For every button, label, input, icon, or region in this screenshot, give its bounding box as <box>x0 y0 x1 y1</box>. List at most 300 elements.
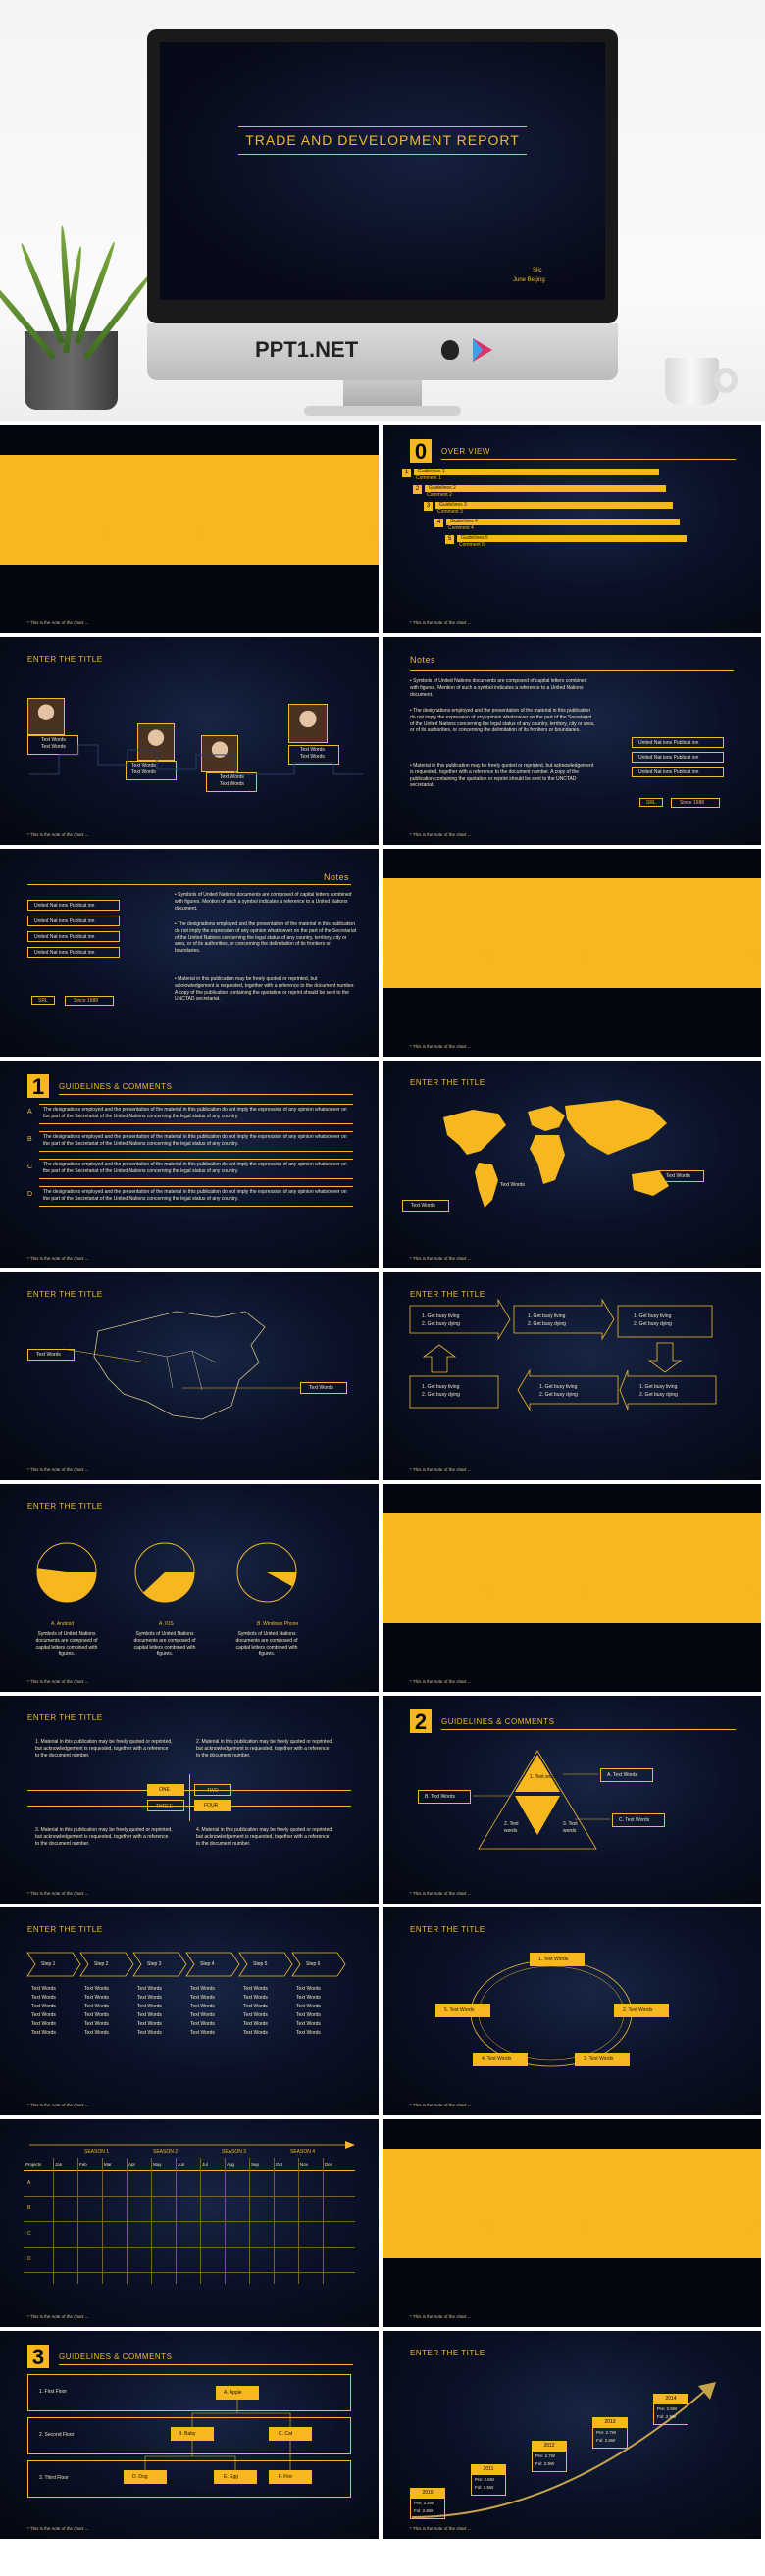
caption-text: Text Words <box>300 747 325 753</box>
tree-node <box>124 2470 167 2484</box>
year-label: 2014 <box>653 2394 688 2403</box>
slide-title: ENTER THE TITLE <box>27 1713 103 1722</box>
tri-text: 3. Text words <box>563 1821 578 1834</box>
row-label: D <box>27 2256 31 2262</box>
publication-box <box>27 900 120 911</box>
step-text: Text Words <box>84 1986 109 1992</box>
tag-text: THREE <box>156 1804 173 1809</box>
row-rule <box>39 1131 353 1132</box>
year-fol: Fol: 2.5W <box>536 2461 555 2466</box>
flow-step: 1. Get busy living <box>634 1313 672 1319</box>
callout-text: Text Words <box>411 1203 435 1209</box>
publication-text: United Nat ions Publicat ion <box>638 740 699 746</box>
cycle-text: 2. Text Words <box>623 2007 653 2013</box>
tree-node <box>216 2386 259 2400</box>
map-callout <box>402 1200 449 1212</box>
side-box <box>600 1768 653 1782</box>
material-text: 4. Material in this publication may be freely quoted or reprinted, but acknowledgement is requested, together with a reference to the document number. <box>196 1827 333 1847</box>
section-number: 2 <box>410 1709 432 1733</box>
overview-guide: Guidelines 5 <box>461 535 488 541</box>
step-text: Text Words <box>243 1995 268 2001</box>
mug-handle <box>714 368 738 393</box>
step-text: Text Words <box>31 2030 56 2036</box>
slide-note: * This is the note of the chart ... <box>410 2526 472 2531</box>
part-letter: A <box>483 1586 491 1600</box>
year-pre: Pre: 2.7W <box>536 2453 556 2458</box>
caption-text: Text Words <box>131 763 156 768</box>
table-col <box>176 2158 177 2284</box>
row-label: B <box>27 2205 31 2211</box>
hero-mockup <box>0 0 765 421</box>
plant-leaf <box>83 271 154 359</box>
part-letter: R <box>577 951 586 965</box>
section-title: GUIDELINES & COMMENTS <box>441 1717 555 1726</box>
step-text: Text Words <box>296 1986 321 1992</box>
ribbon <box>639 798 663 807</box>
cycle-text: 4. Text Words <box>482 2056 512 2062</box>
step-text: Text Words <box>137 2012 162 2018</box>
cover-slide[interactable] <box>160 42 605 300</box>
apple-icon <box>441 340 459 360</box>
part-letter: A <box>483 951 491 965</box>
cycle-node <box>530 1953 585 1966</box>
step-text: Text Words <box>137 2030 162 2036</box>
row-rule <box>39 1151 353 1152</box>
slide-chinamap[interactable] <box>0 1272 379 1480</box>
row-rule <box>39 1123 353 1124</box>
cycle-node <box>575 2053 630 2066</box>
slide-material[interactable] <box>0 1696 379 1904</box>
row-text: The designations employed and the presentation of the material in this publication do not imply the expression of any opinion whatsoever on the part of the Secretariat of the United Nations concerning the legal status of any country. <box>43 1107 347 1119</box>
overview-guide: Guidelines 3 <box>439 502 467 508</box>
season-head: SEASON 1 <box>84 2149 110 2155</box>
step-text: Text Words <box>296 2004 321 2009</box>
pie-charts <box>0 1484 379 1692</box>
table-col <box>225 2158 226 2284</box>
slide-note: * This is the note of the chart ... <box>410 832 472 837</box>
tag-four <box>194 1800 231 1811</box>
slide-note: * This is the note of the chart ... <box>27 1256 89 1261</box>
step-text: Text Words <box>31 2012 56 2018</box>
slide-worldmap[interactable] <box>382 1061 761 1268</box>
monitor-foot <box>304 406 461 416</box>
month-label: Nov <box>300 2162 309 2167</box>
slide-title: ENTER THE TITLE <box>27 655 103 664</box>
step-text: Text Words <box>137 1995 162 2001</box>
row-text: The designations employed and the presentation of the material in this publication do not imply the expression of any opinion whatsoever on the part of the Secretariat of the United Nations concerning the legal status of any country. <box>43 1134 347 1147</box>
slide-note: * This is the note of the chart ... <box>410 1256 472 1261</box>
overview-comment: Comment 1 <box>416 475 441 481</box>
part-letter: R <box>577 1586 586 1600</box>
pie-label: B. Windows Phone <box>257 1621 299 1627</box>
section-number: 1 <box>27 1074 49 1098</box>
table-col <box>274 2158 275 2284</box>
side-text: B. Text Words <box>425 1794 455 1800</box>
node-text: C. Cat <box>279 2431 293 2437</box>
tag-text: TWO <box>207 1788 219 1794</box>
step-label: Step 2 <box>94 1961 109 1967</box>
slide-guidelines1[interactable] <box>0 1061 379 1268</box>
overview-comment: Comment 5 <box>459 542 484 548</box>
step-text: Text Words <box>243 2004 268 2009</box>
overview-comment: Comment 2 <box>427 492 452 498</box>
step-text: Text Words <box>84 1995 109 2001</box>
part-letter: P <box>6 527 15 541</box>
slide-note: * This is the note of the chart ... <box>27 1891 89 1896</box>
slide-part2[interactable] <box>382 1484 761 1692</box>
overview-guide: Guidelines 4 <box>450 519 478 524</box>
part-number: 1 <box>751 951 758 965</box>
year-label: 2013 <box>592 2417 628 2427</box>
year-fol: Fol: 2.6W <box>414 2508 434 2513</box>
table-col <box>200 2158 201 2284</box>
season-arrow <box>0 2133 379 2156</box>
step-label: Step 4 <box>200 1961 215 1967</box>
overview-comment: Comment 4 <box>448 525 474 531</box>
callout-text: Text Words <box>666 1173 690 1179</box>
slide-cycle[interactable] <box>382 1907 761 2115</box>
step-text: Text Words <box>137 2021 162 2027</box>
publication-box <box>27 947 120 958</box>
step-text: Text Words <box>84 2030 109 2036</box>
step-text: Text Words <box>31 1995 56 2001</box>
part-letter: P <box>388 951 397 965</box>
title-rule <box>27 884 351 885</box>
notes-title: Notes <box>324 872 350 882</box>
part-bar <box>382 2149 761 2258</box>
slide-note: * This is the note of the chart ... <box>27 1467 89 1472</box>
part-letter: A <box>483 2221 491 2235</box>
flow-step: 1. Get busy living <box>639 1384 678 1390</box>
slide-seasons[interactable] <box>0 2119 379 2327</box>
slide-overview[interactable] <box>382 425 761 633</box>
overview-number: 2 <box>413 485 422 494</box>
table-rule <box>24 2247 355 2248</box>
step-text: Text Words <box>296 2030 321 2036</box>
slide-title: ENTER THE TITLE <box>27 1502 103 1511</box>
section-number: 3 <box>27 2345 49 2368</box>
flow-step: 2. Get busy dying <box>422 1321 460 1327</box>
ribbon <box>31 996 55 1005</box>
side-box <box>612 1813 665 1827</box>
slide-note: * This is the note of the chart ... <box>27 2103 89 2107</box>
table-col <box>102 2158 103 2284</box>
month-label: Apr <box>128 2162 136 2167</box>
pie-text: Symbols of United Nations documents are composed of capital letters combined with figures. <box>235 1631 298 1658</box>
cover-rule-bottom <box>238 154 527 155</box>
node-text: B. Baby <box>178 2431 196 2437</box>
flow-step: 2. Get busy dying <box>528 1321 566 1327</box>
overview-comment: Comment 3 <box>437 509 463 515</box>
notes-p1: • Symbols of United Nations documents are composed of capital letters combined with figures. Mention of such a symbol indicates a reference to a United Nations document. <box>410 678 587 698</box>
table-rule <box>24 2196 355 2197</box>
slide-title: ENTER THE TITLE <box>410 1290 485 1299</box>
slide-note: * This is the note of the chart ... <box>410 1044 472 1049</box>
part-number: 0 <box>369 527 376 541</box>
slide-notes-right[interactable] <box>0 849 379 1057</box>
part-letter: R <box>577 2221 586 2235</box>
cover-title: TRADE AND DEVELOPMENT REPORT <box>245 132 520 148</box>
step-text: Text Words <box>31 2021 56 2027</box>
caption-text: Text Words <box>131 769 156 775</box>
table-col <box>323 2158 324 2284</box>
monitor <box>147 29 618 363</box>
tri-text: 1. Text words <box>530 1774 559 1780</box>
year-pre: Pre: 2.4W <box>414 2501 434 2505</box>
table-col <box>127 2158 128 2284</box>
month-label: Jan <box>55 2162 63 2167</box>
cycle-node <box>435 2004 490 2017</box>
flow-step: 1. Get busy living <box>422 1384 460 1390</box>
publication-box <box>632 767 724 777</box>
year-label: 2010 <box>410 2488 445 2498</box>
tag-two <box>194 1784 231 1796</box>
axis-line <box>189 1774 190 1821</box>
slide-note: * This is the note of the chart ... <box>410 1891 472 1896</box>
publication-text: United Nat ions Publicat ion <box>638 755 699 761</box>
step-text: Text Words <box>296 1995 321 2001</box>
row-letter: B <box>27 1136 32 1143</box>
node-text: A. Apple <box>224 2390 242 2396</box>
slide-title: ENTER THE TITLE <box>410 1078 485 1087</box>
tag-three <box>147 1800 184 1811</box>
slide-years[interactable] <box>382 2331 761 2539</box>
flow-step: 2. Get busy dying <box>539 1392 578 1398</box>
step-label: Step 3 <box>147 1961 162 1967</box>
overview-bar <box>414 469 659 475</box>
table-rule <box>24 2170 355 2171</box>
month-label: Sep <box>251 2162 260 2167</box>
title-rule <box>441 459 736 460</box>
caption-text: Text Words <box>220 774 244 780</box>
part-letter: T <box>671 1586 679 1600</box>
row-letter: A <box>27 1109 32 1115</box>
cycle-text: 1. Text Words <box>538 1957 569 1962</box>
floor-label: 2. Second Floor <box>39 2432 75 2438</box>
table-col <box>77 2158 78 2284</box>
cover-rule-top <box>238 126 527 127</box>
part-letter: T <box>288 527 296 541</box>
side-text: C. Text Words <box>619 1817 650 1823</box>
cycle-text: 5. Text Words <box>444 2007 475 2013</box>
side-text: A. Text Words <box>607 1772 638 1778</box>
cycle-node <box>473 2053 528 2066</box>
slide-title: ENTER THE TITLE <box>410 2349 485 2357</box>
notes-p3: • Material in this publication may be freely quoted or reprinted, but acknowledgement is requested, together with a reference to the document number. A copy of the publication containing the quotation or reprint should be sent to the UNCTAD secretariat. <box>410 763 594 789</box>
step-text: Text Words <box>243 2030 268 2036</box>
part-letter: P <box>388 2221 397 2235</box>
table-rule <box>24 2221 355 2222</box>
ribbon-text: SRL <box>38 998 48 1004</box>
mug <box>665 358 719 405</box>
cycle-text: 3. Text Words <box>584 2056 614 2062</box>
callout-text: Text Words <box>36 1352 61 1358</box>
cycle-node <box>614 2004 669 2017</box>
step-text: Text Words <box>190 1995 215 2001</box>
overview-bar <box>446 519 680 525</box>
notes-title: Notes <box>410 655 436 665</box>
pie-slice <box>37 1568 96 1602</box>
slide-title: ENTER THE TITLE <box>27 1925 103 1934</box>
step-text: Text Words <box>137 2004 162 2009</box>
china-map-outline <box>0 1272 379 1480</box>
tree-node <box>214 2470 257 2484</box>
material-text: 2. Material in this publication may be freely quoted or reprinted, but acknowledgement is requested, together with a reference to the document number. <box>196 1739 333 1759</box>
month-label: Projects <box>26 2162 42 2167</box>
flow-step: 2. Get busy dying <box>639 1392 678 1398</box>
step-text: Text Words <box>243 2021 268 2027</box>
pie-slice <box>143 1572 194 1602</box>
since-box <box>65 996 114 1006</box>
row-letter: C <box>27 1164 33 1170</box>
part-bar <box>382 1513 761 1623</box>
part-bar <box>0 455 379 565</box>
notes-p1: • Symbols of United Nations documents are composed of capital letters combined with figures. Mention of such a symbol indicates a reference to a United Nations document. <box>175 892 352 912</box>
step-text: Text Words <box>296 2012 321 2018</box>
slide-note: * This is the note of the chart ... <box>27 2314 89 2319</box>
slide-guidelines3[interactable] <box>0 2331 379 2539</box>
slide-note: * This is the note of the chart ... <box>27 1679 89 1684</box>
row-text: The designations employed and the presentation of the material in this publication do not imply the expression of any opinion whatsoever on the part of the Secretariat of the United Nations concerning the legal status of any country. <box>43 1162 347 1174</box>
step-text: Text Words <box>190 2012 215 2018</box>
slide-part0[interactable] <box>0 425 379 633</box>
caption-text: Text Words <box>220 781 244 787</box>
step-text: Text Words <box>190 2004 215 2009</box>
slide-pies[interactable] <box>0 1484 379 1692</box>
section-title: GUIDELINES & COMMENTS <box>59 1082 173 1091</box>
slide-title: ENTER THE TITLE <box>27 1290 103 1299</box>
step-text: Text Words <box>137 1986 162 1992</box>
since-box <box>671 798 720 808</box>
slide-title: ENTER THE TITLE <box>410 1925 485 1934</box>
part-number: 3 <box>751 2221 758 2235</box>
city-skyline <box>0 637 379 845</box>
step-text: Text Words <box>243 2012 268 2018</box>
publication-text: United Nat ions Publicat ion <box>34 918 95 924</box>
step-text: Text Words <box>190 2030 215 2036</box>
tag-one <box>147 1784 184 1796</box>
slide-part3[interactable] <box>382 2119 761 2327</box>
row-rule <box>39 1206 353 1207</box>
year-fol: Fol: 2.5W <box>596 2438 616 2443</box>
step-text: Text Words <box>31 1986 56 1992</box>
table-col <box>249 2158 250 2284</box>
slide-flow[interactable] <box>382 1272 761 1480</box>
title-rule <box>410 670 734 671</box>
pie-label: A. IOS <box>159 1621 174 1627</box>
map-callout <box>27 1349 75 1361</box>
floor-label: 1. First Floor <box>39 2389 68 2395</box>
month-label: Oct <box>276 2162 283 2167</box>
step-label: Step 1 <box>41 1961 56 1967</box>
flow-step: 2. Get busy dying <box>422 1392 460 1398</box>
slide-note: * This is the note of the chart ... <box>27 620 89 625</box>
slide-steps[interactable] <box>0 1907 379 2115</box>
slide-note: * This is the note of the chart ... <box>27 2526 89 2531</box>
month-label: Jul <box>202 2162 208 2167</box>
part-letter: A <box>100 527 109 541</box>
part-number: 2 <box>751 1586 758 1600</box>
year-label: 2012 <box>532 2441 567 2451</box>
month-label: May <box>153 2162 162 2167</box>
slide-guidelines2[interactable] <box>382 1696 761 1904</box>
tri-text: 2. Text words <box>504 1821 519 1834</box>
publication-box <box>27 916 120 926</box>
slide-note: * This is the note of the chart ... <box>410 1679 472 1684</box>
section-number: 0 <box>410 439 432 463</box>
publication-box <box>632 737 724 748</box>
map-label: Text Words <box>500 1182 525 1188</box>
table-rule <box>24 2272 355 2273</box>
slide-note: * This is the note of the chart ... <box>410 1467 472 1472</box>
tree-node <box>269 2427 312 2441</box>
part-letter: T <box>671 2221 679 2235</box>
tree-node <box>269 2470 312 2484</box>
material-text: 3. Material in this publication may be freely quoted or reprinted, but acknowledgement is requested, together with a reference to the document number. <box>35 1827 173 1847</box>
step-label: Step 6 <box>306 1961 321 1967</box>
notes-p2: • The designations employed and the presentation of the material in this publication do not imply the expression of any opinion whatsoever on the part of the Secretariat of the United Nations concerning the legal status of any country, territory, city or area, or of its authorities, or concerning the delimitation of its frontiers or boundaries. <box>410 708 595 734</box>
overview-bar <box>435 502 673 509</box>
overview-bar <box>425 485 666 492</box>
tree-node <box>171 2427 214 2441</box>
flow-step: 1. Get busy living <box>422 1313 460 1319</box>
step-text: Text Words <box>243 1986 268 1992</box>
pie-slice <box>267 1572 296 1586</box>
publication-text: United Nat ions Publicat ion <box>34 903 95 909</box>
table-col <box>298 2158 299 2284</box>
flow-step: 2. Get busy dying <box>634 1321 672 1327</box>
year-fol: Fol: 2.5W <box>475 2485 494 2490</box>
material-text: 1. Material in this publication may be freely quoted or reprinted, but acknowledgement is requested, together with a reference to the document number. <box>35 1739 173 1759</box>
caption-text: Text Words <box>41 744 66 750</box>
overview-number: 3 <box>424 502 433 511</box>
brand-logo-text: PPT1.NET <box>255 337 359 362</box>
row-rule <box>39 1186 353 1187</box>
node-text: E. Egg <box>224 2474 239 2480</box>
floor-label: 3. Third Floor <box>39 2475 69 2481</box>
step-text: Text Words <box>84 2012 109 2018</box>
flow-step: 1. Get busy living <box>528 1313 566 1319</box>
season-head: SEASON 3 <box>222 2149 247 2155</box>
month-label: Mar <box>104 2162 112 2167</box>
flow-step: 1. Get busy living <box>539 1384 578 1390</box>
overview-guide: Guidelines 1 <box>418 469 445 474</box>
row-text: The designations employed and the presentation of the material in this publication do not imply the expression of any opinion whatsoever on the part of the Secretariat of the United Nations concerning the legal status of any country. <box>43 1189 347 1202</box>
section-title: OVER VIEW <box>441 447 490 456</box>
table-col <box>53 2158 54 2284</box>
slide-notes[interactable] <box>382 637 761 845</box>
row-rule <box>39 1159 353 1160</box>
slide-note: * This is the note of the chart ... <box>410 2103 472 2107</box>
slide-team[interactable] <box>0 637 379 845</box>
tag-text: ONE <box>159 1787 170 1793</box>
publication-text: United Nat ions Publicat ion <box>34 950 95 956</box>
table-col <box>151 2158 152 2284</box>
overview-number: 1 <box>402 469 411 477</box>
flow-diagram <box>382 1272 761 1480</box>
slide-note: * This is the note of the chart ... <box>27 832 89 837</box>
month-label: Aug <box>227 2162 235 2167</box>
overview-number: 5 <box>445 535 454 544</box>
tag-text: FOUR <box>204 1803 219 1808</box>
since-text: Since 1988 <box>680 800 705 806</box>
year-fol: Fol: 2.9W <box>657 2414 677 2419</box>
step-text: Text Words <box>190 2021 215 2027</box>
since-text: Since 1988 <box>74 998 99 1004</box>
notes-p2: • The designations employed and the presentation of the material in this publication do not imply the expression of any opinion whatsoever on the part of the Secretariat of the United Nations concerning the legal status of any country, territory, city or area, or of its authorities, or concerning the delimitation of its frontiers or boundaries. <box>175 921 357 954</box>
slide-part1[interactable] <box>382 849 761 1057</box>
node-text: F. Fire <box>279 2474 292 2480</box>
